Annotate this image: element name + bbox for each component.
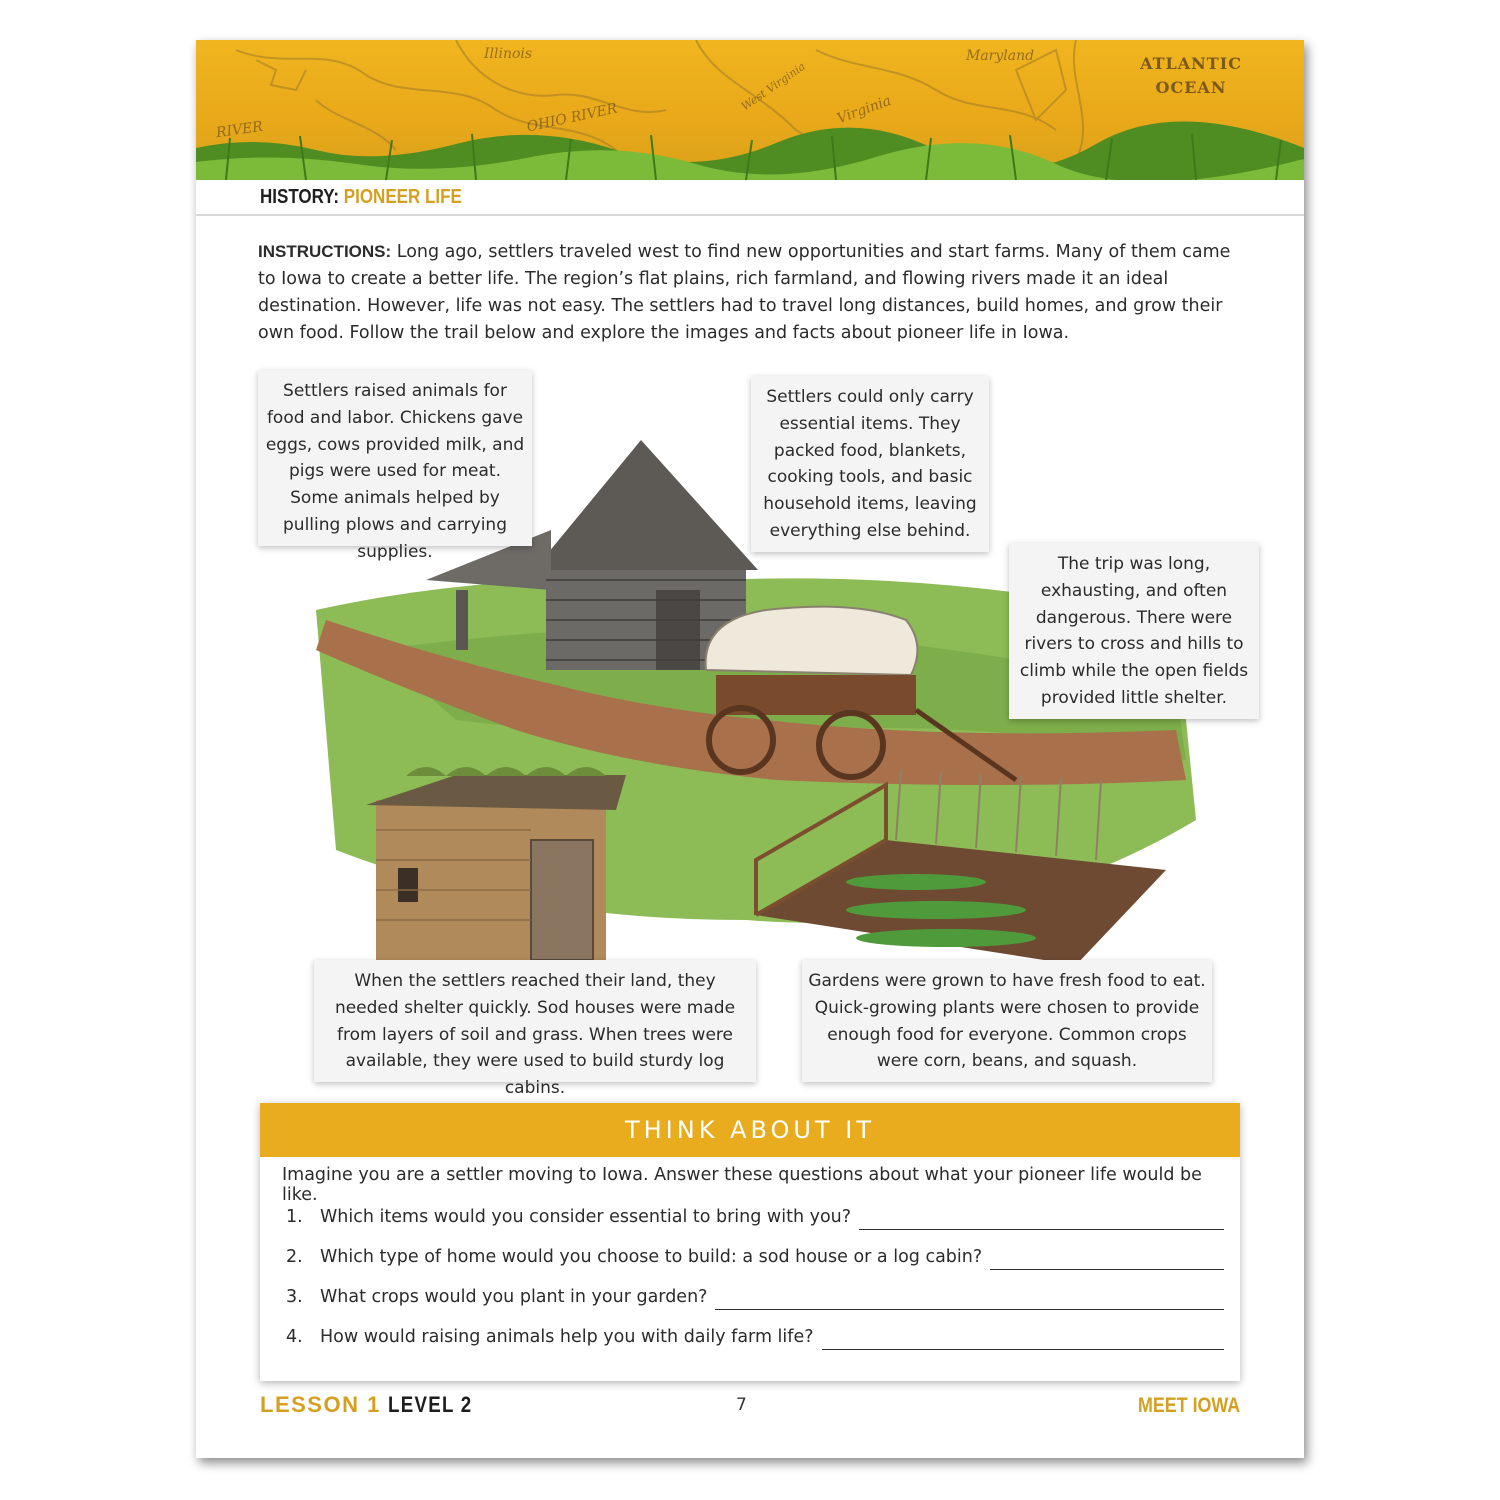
- topic-label: PIONEER LIFE: [343, 186, 462, 208]
- question-1: [286, 1207, 1224, 1237]
- think-intro: Imagine you are a settler moving to Iowa. Answer these questions about what your pioneer life would be like.: [282, 1165, 1202, 1205]
- instructions-text: Long ago, settlers traveled west to find new opportunities and start farms. Many of them came to Iowa to create a better life. The region’s flat plains, rich farmland, and flowing rivers made it an ideal destination. However, life was not easy. The settlers had to travel long distances, build homes, and grow their own food. Follow the trail below and explore the images and facts about pioneer life in Iowa.: [258, 242, 1231, 343]
- map-label-maryland: Maryland: [966, 48, 1035, 64]
- fact-card-shelter: When the settlers reached their land, they needed shelter quickly. Sod houses were made from layers of soil and grass. When trees were available, they were used to build sturdy log cabins.: [314, 960, 756, 1082]
- question-text: Which type of home would you choose to build: a sod house or a log cabin?: [320, 1247, 983, 1267]
- fact-card-animals: Settlers raised animals for food and labor. Chickens gave eggs, cows provided milk, and pigs were used for meat. Some animals helped by pulling plows and carrying supplies.: [258, 370, 532, 546]
- question-2: [286, 1247, 1224, 1277]
- book-title: MEET IOWA: [1137, 1394, 1240, 1417]
- question-3: [286, 1287, 1224, 1317]
- map-label-west-virginia: West Virginia: [739, 59, 808, 114]
- level-label: LEVEL 2: [388, 1392, 473, 1417]
- worksheet-page: [196, 40, 1304, 1458]
- think-about-it-title: THINK ABOUT IT: [260, 1103, 1240, 1157]
- sod-house: [366, 767, 626, 960]
- think-about-it-box: [260, 1103, 1240, 1381]
- answer-line-4[interactable]: [822, 1327, 1225, 1350]
- map-label-ohio-river: OHIO RIVER: [525, 100, 619, 136]
- question-text: What crops would you plant in your garden?: [320, 1287, 708, 1307]
- ocean-label-line-2: OCEAN: [1155, 78, 1227, 97]
- map-label-virginia: Virginia: [834, 92, 894, 128]
- fact-card-trip: The trip was long, exhausting, and often dangerous. There were rivers to cross and hills to climb while the open fields provided little shelter.: [1009, 543, 1259, 719]
- footer-lesson-level: [260, 1392, 488, 1418]
- question-number: 1.: [286, 1207, 303, 1227]
- page-number: 7: [736, 1395, 747, 1415]
- subject-bar: [196, 180, 1304, 216]
- map-label-river: RIVER: [215, 118, 264, 142]
- question-number: 3.: [286, 1287, 303, 1307]
- map-banner: [196, 40, 1304, 180]
- map-label-illinois: Illinois: [484, 46, 533, 62]
- ocean-label-line-1: ATLANTIC: [1140, 54, 1242, 73]
- fact-card-items: Settlers could only carry essential items. They packed food, blankets, cooking tools, and basic household items, leaving everything else behind.: [751, 376, 989, 552]
- subject-label: HISTORY:: [260, 186, 340, 208]
- question-text: How would raising animals help you with daily farm life?: [320, 1327, 814, 1347]
- fact-card-gardens: Gardens were grown to have fresh food to eat. Quick-growing plants were chosen to provide enough food for everyone. Common crops were corn, beans, and squash.: [802, 960, 1212, 1082]
- question-text: Which items would you consider essential to bring with you?: [320, 1207, 852, 1227]
- instructions-label: INSTRUCTIONS:: [258, 242, 392, 261]
- lesson-label: LESSON 1: [260, 1392, 381, 1417]
- instructions: [258, 238, 1248, 347]
- subject-heading: [260, 186, 462, 209]
- ocean-label: [1136, 52, 1246, 100]
- answer-line-1[interactable]: [859, 1207, 1224, 1230]
- question-number: 4.: [286, 1327, 303, 1347]
- question-4: [286, 1327, 1224, 1357]
- question-number: 2.: [286, 1247, 303, 1267]
- answer-line-2[interactable]: [990, 1247, 1224, 1270]
- answer-line-3[interactable]: [715, 1287, 1224, 1310]
